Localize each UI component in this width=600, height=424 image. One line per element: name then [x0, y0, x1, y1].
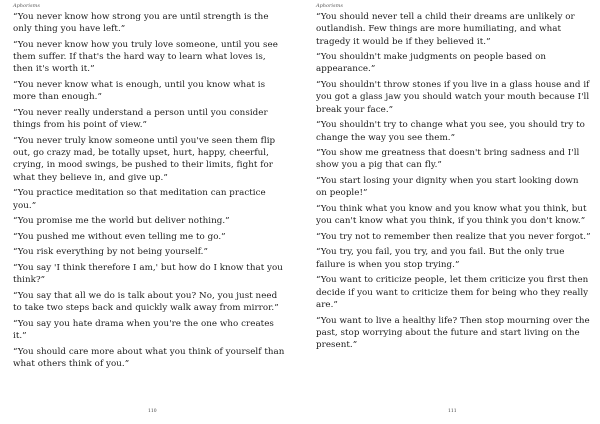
quote: “You promise me the world but deliver nothing.”: [13, 216, 230, 227]
quote: “You say that all we do is talk about you? No, you just need to take two steps back and quickly walk away from mirror.”: [13, 290, 279, 314]
running-head: Aphorisms: [316, 3, 343, 9]
quote: “You want to criticize people, let them criticize you first then decide if you want to criticize them for being who they really are.”: [316, 275, 589, 310]
quote: “You never really understand a person until you consider things from his point of view.”: [13, 107, 268, 131]
quote: “You shouldn't throw stones if you live in a glass house and if you got a glass jaw you should watch your mouth because I'll break your face.”: [316, 80, 590, 115]
quote: “You never truly know someone until you've seen them flip out, go crazy mad, be totally upset, hurt, happy, cheerful, crying, in mood swings, be pushed to their limits, fight for what they believe in, and give up.”: [13, 135, 276, 183]
page-number: 111: [448, 409, 457, 414]
quote-list: [316, 11, 591, 355]
quote: “You never know how strong you are until strength is the only thing you have left.”: [13, 12, 269, 35]
quote: “You show me greatness that doesn't bring sadness and I'll show you a pig that can fly.”: [316, 148, 580, 171]
quote: “You never know how you truly love someone, until you see them suffer. If that's the hard way to learn what loves is, then it's worth it.”: [13, 39, 278, 75]
quote: “You practice meditation so that meditation can practice you.”: [13, 188, 266, 211]
quote: “You shouldn't make judgments on people based on appearance.”: [316, 52, 547, 75]
quote: “You risk everything by not being yourself.”: [13, 247, 208, 258]
quote: “You should never tell a child their dreams are unlikely or outlandish. Few things are more humiliating, and what tragedy it would be if they believed it.”: [316, 12, 575, 47]
quote: “You try, you fail, you try, and you fail. But the only true failure is when you stop trying.”: [316, 247, 565, 270]
running-head: Aphorisms: [13, 3, 40, 9]
quote: “You never know what is enough, until you know what is more than enough.”: [13, 80, 266, 103]
quote: “You shouldn't try to change what you see, you should try to change the way you see them.”: [316, 120, 585, 143]
quote: “You say 'I think therefore I am,' but how do I know that you think?”: [13, 263, 283, 286]
page-number: 110: [148, 409, 157, 414]
quote: “You try not to remember then realize that you never forgot.”: [316, 231, 591, 242]
quote: “You start losing your dignity when you start looking down on people!”: [316, 176, 579, 199]
quote: “You want to live a healthy life? Then stop mourning over the past, stop worrying about the future and start living on the present.”: [316, 315, 590, 351]
quote: “You pushed me without even telling me to go.”: [13, 231, 226, 242]
quote: “You say you hate drama when you're the one who creates it.”: [13, 318, 274, 342]
quote: “You think what you know and you know what you think, but you can't know what you think, if you think you don't know.”: [316, 203, 587, 227]
quote: “You should care more about what you think of yourself than what others think of you.”: [13, 346, 285, 369]
